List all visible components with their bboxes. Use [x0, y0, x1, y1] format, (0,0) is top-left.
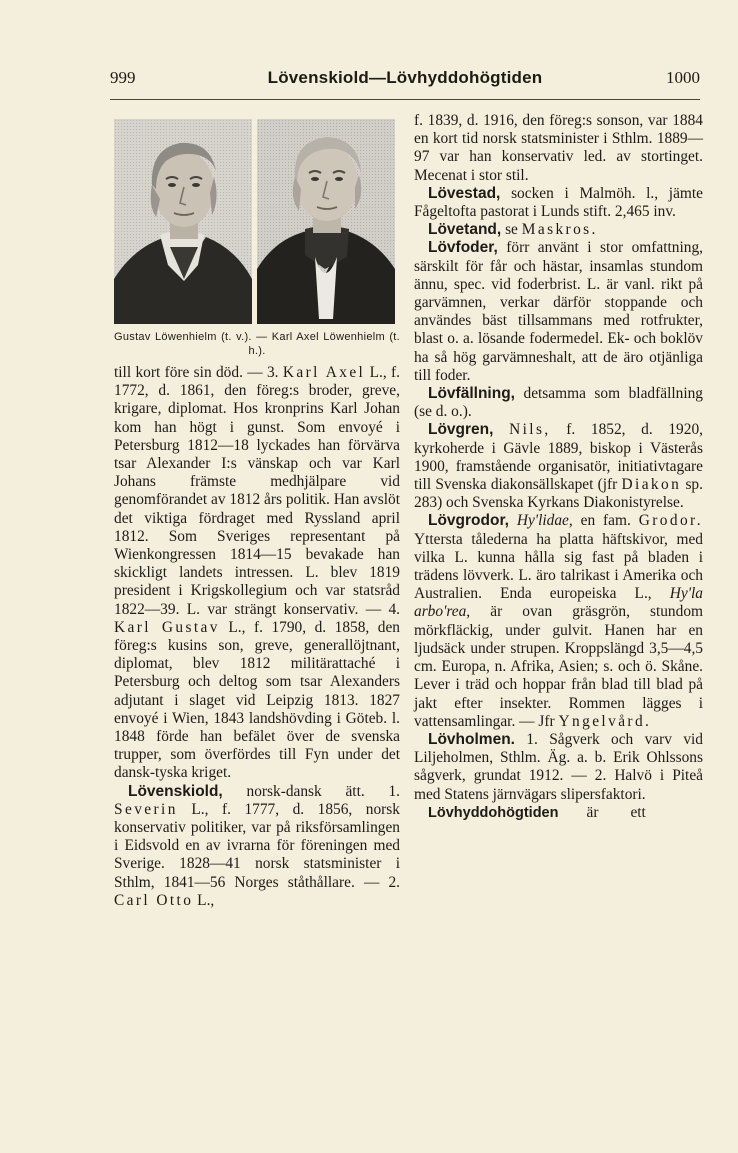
- cross-reference: Yngelvård.: [558, 712, 652, 730]
- entry-lovestad: Lövestad, socken i Malmöh. l., jämte Fågeltofta pastorat i Lunds stift. 2,465 inv.: [414, 184, 703, 221]
- latin-name: Hy'la arbo'rea,: [414, 585, 703, 621]
- headword: Lövfoder,: [428, 239, 498, 257]
- right-page-number: 1000: [666, 68, 700, 87]
- entry-lovgrodor: Lövgrodor, Hy'lidae, en fam. Grodor. Yttersta tålederna ha platta häftskivor, med vilka L. kunna hålla sig fast på bladen i trädens lövverk. L. äro talrikast i Amerika och Australien. Enda europeiska L., Hy'la arbo'rea, är ovan gräsgrön, stundom mörkfläckig, under gulvit. Hanen har en ljudsäck under strupen. Kroppslängd 3,5—4,5 cm. Europa, n. Afrika, Asien; s. och ö. Skåne. Lever i träd och hoppar från blad till blad på jakt efter insekter. Rommen lägges i vattensamlingar. — Jfr Yngelvård.: [414, 512, 703, 730]
- entry-lovenskiold: Lövenskiold, norsk-dansk ätt. 1. Severin L., f. 1777, d. 1856, norsk konservativ politiker, var på riksförsamlingen i Eidsvold en av ivrarna för föreningen med Sverige. 1828—41 norsk statsminister i Sthlm, 1841—56 Norges ståthållare. — 2. Carl Otto L.,: [114, 782, 400, 909]
- headword: Lövetand,: [428, 221, 502, 239]
- entry-lovholmen: Lövholmen. 1. Sågverk och varv vid Liljeholmen, Sthlm. Äg. a. b. Erik Ohlssons sågverk, grundat 1912. — 2. Halvö i Piteå med Statens järnvägars slipersfaktori.: [414, 730, 703, 803]
- headword: Lövenskiold,: [128, 782, 223, 800]
- entry-lovfoder: Lövfoder, förr använt i stor omfattning, särskilt för får och hästar, insamlas stundom ännu, spec. vid foderbrist. L. är vanl. rikt på garvämnen, verkar därför stoppande och användes bäst tillsammans med rotfrukter, blast o. a. lösande fodermedel. Ek- och boklöv ha så hög garvämneshalt, att de äro otjänliga till foder.: [414, 239, 703, 384]
- page-header: [110, 68, 700, 92]
- portrait-right-image: [257, 119, 395, 324]
- running-title: Lövenskiold—Lövhyddohögtiden: [267, 68, 543, 87]
- entry-lovetand: Lövetand, se Maskros.: [414, 221, 703, 239]
- cross-reference: Maskros.: [521, 221, 598, 239]
- entry-lovgren: Lövgren, Nils, f. 1852, d. 1920, kyrkoherde i Gävle 1889, biskop i Västerås 1900, framstående organisatör, initiativtagare till Svenska diakonsällskapet (jfr Diakon sp. 283) och Svenska Kyrkans Diakonistyrelse.: [414, 421, 703, 512]
- entry-lovhyddohogtiden: Lövhyddohögtiden är ett: [414, 804, 703, 822]
- portrait-gustav-lowenhielm: [114, 119, 252, 324]
- headword: Lövgrodor,: [428, 512, 509, 530]
- person-name: Karl Axel: [282, 364, 366, 381]
- headword: Lövgren,: [428, 421, 494, 439]
- cross-reference: Grodor.: [638, 512, 703, 530]
- header-rule: [110, 99, 700, 100]
- person-name: Nils,: [509, 421, 551, 439]
- latin-name: Hy'lidae,: [516, 512, 573, 530]
- figure-caption-text: Gustav Löwenhielm (t. v.). — Karl Axel Löwenhielm (t. h.).: [114, 331, 400, 357]
- headword: Lövestad,: [428, 184, 501, 202]
- left-column: [114, 364, 400, 910]
- person-name: Karl Gustav: [114, 618, 220, 636]
- cross-reference: Diakon: [621, 476, 682, 494]
- portrait-karl-axel-lowenhielm: [257, 119, 395, 324]
- portrait-figure: [114, 119, 396, 324]
- lowenhielm-continuation: till kort före sin död. — 3. Karl Axel L., f. 1772, d. 1861, den föreg:s broder, greve, krigare, diplomat. Hos kronprins Karl Johan kom han högt i gunst. Som envoyé i Petersburg 1812—18 lyckades han förvärva tsar Alexander I:s vänskap och var Karl Johans främste medhjälpare vid genomförandet av 1812 års politik. Han avslöt det viktiga fördraget med Ryssland april 1812. Som Sveriges representant på Wienkongressen 1814—15 bevakade han skickligt landets intressen. L. blev 1819 president i Krigskollegium och var statsråd 1822—39. L. var strängt konservativ. — 4. Karl Gustav L., f. 1790, d. 1858, den föreg:s kusins son, greve, generallöjtnant, diplomat, blev 1812 militärattaché i Petersburg och deltog som tsar Alexanders adjutant i slaget vid Leipzig 1813. 1827 envoyé i Wien, 1843 landshövding i Göteb. l. 1848 förde han befälet över de svenska trupper, som överfördes till Fyn under det dansk-tyska kriget.: [114, 364, 400, 782]
- headword: Lövhyddohögtiden: [428, 804, 559, 821]
- lovenskiold-continuation: f. 1839, d. 1916, den föreg:s sonson, var 1884 en kort tid norsk statsminister i Sthlm. 1889—97 var han konservativ led. av stortinget. Mecenat i stor stil.: [414, 112, 703, 184]
- figure-caption: [114, 330, 400, 358]
- entry-lovfallning: Lövfällning, detsamma som bladfällning (se d. o.).: [414, 385, 703, 421]
- person-name: Carl Otto: [114, 891, 194, 909]
- headword: Lövholmen.: [428, 730, 515, 748]
- right-column: [414, 112, 703, 822]
- portrait-left-image: [114, 119, 252, 324]
- headword: Lövfällning,: [428, 385, 515, 403]
- person-name: Severin: [114, 800, 178, 818]
- left-page-number: 999: [110, 68, 136, 87]
